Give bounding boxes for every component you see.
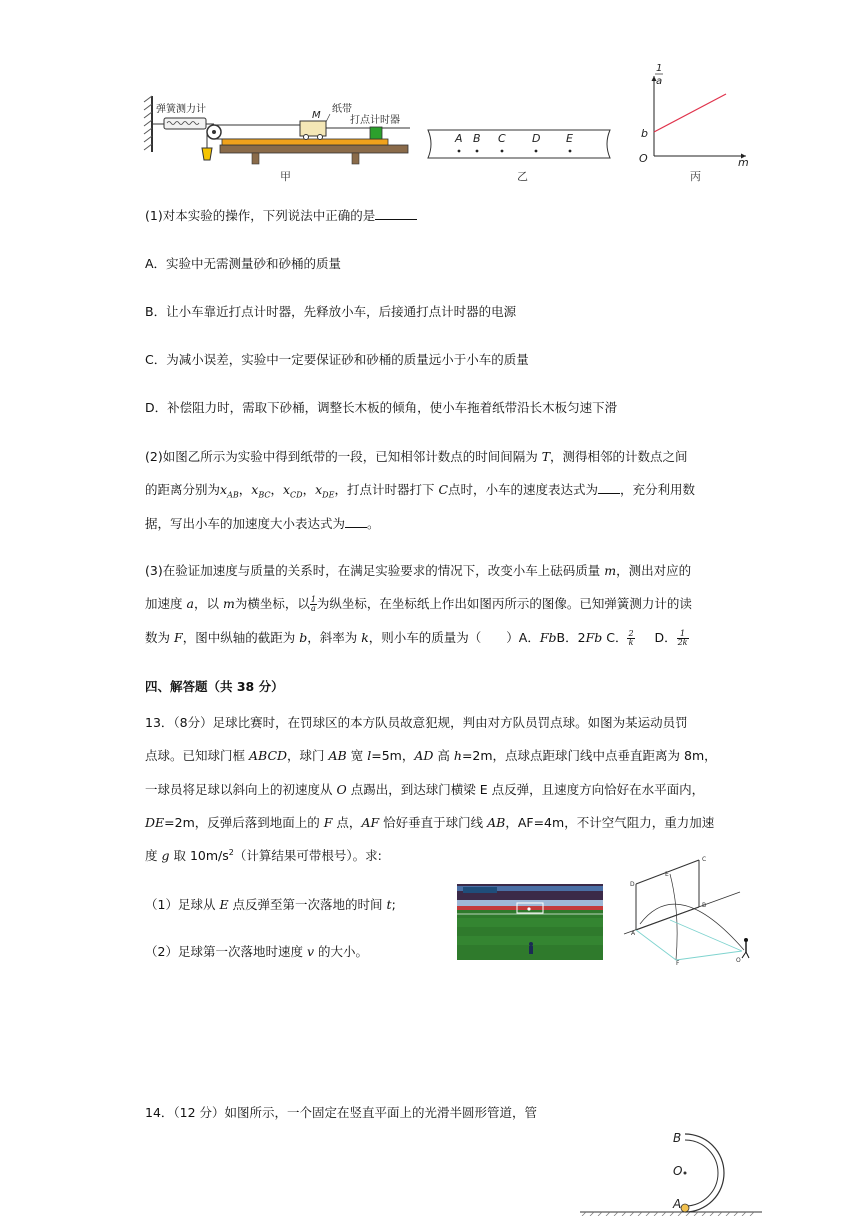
q13-sub1: （1）足球从 E 点反弹至第一次落地的时间 t; <box>145 897 396 912</box>
q1-option-d: D．补偿阻力时，需取下砂桶，调整长木板的倾角，使小车拖着纸带沿长木板匀速下滑 <box>145 400 618 415</box>
semicircle-pipe-diagram <box>572 1126 772 1216</box>
svg-text:F: F <box>676 960 680 967</box>
figure-bing <box>630 60 755 185</box>
pipe-label-O: O <box>673 1164 683 1178</box>
section-title: 四、解答题（共 38 分） <box>145 679 284 694</box>
svg-text:E: E <box>665 871 669 878</box>
tape-point-B: B <box>473 132 481 145</box>
intercept-label: b <box>641 127 648 140</box>
y-axis-num: 1 <box>656 63 663 74</box>
label-M: M <box>312 110 321 121</box>
q14-line1: 14．（12 分）如图所示，一个固定在竖直平面上的光滑半圆形管道，管 <box>145 1105 538 1120</box>
q1-option-c: C．为减小误差，实验中一定要保证砂和砂桶的质量远小于小车的质量 <box>145 352 529 367</box>
q13-line4: DE=2m，反弹后落到地面上的 F 点，AF 恰好垂直于球门线 AB，AF=4m，不计空气阻力，重力加速 <box>145 815 715 830</box>
q13-sub2: （2）足球第一次落地时速度 v 的大小。 <box>145 944 369 959</box>
label-tape: 纸带 <box>332 104 352 115</box>
football-photo <box>457 884 603 960</box>
q3-line1: (3)在验证加速度与质量的关系时，在满足实验要求的情况下，改变小车上砝码质量 m，测出对应的 <box>145 563 692 578</box>
tape-point-A: A <box>455 132 463 145</box>
caption-bing: 丙 <box>690 170 701 183</box>
caption-jia: 甲 <box>280 170 291 183</box>
pipe-label-B: B <box>673 1131 682 1145</box>
svg-text:A: A <box>631 930 636 937</box>
tape-point-D: D <box>532 132 541 145</box>
tape-point-C: C <box>498 132 506 145</box>
pipe-label-A: A <box>673 1197 682 1211</box>
svg-text:C: C <box>702 856 707 863</box>
q13-line3: 一球员将足球以斜向上的初速度从 O 点踢出，到达球门横梁 E 点反弹，且速度方向恰好在水平面内， <box>145 782 705 797</box>
svg-text:B: B <box>702 902 707 909</box>
goal-diagram <box>620 852 755 967</box>
q13-line1: 13．（8分）足球比赛时，在罚球区的本方队员故意犯规，判由对方队员罚点球。如图为某运动员罚 <box>145 715 688 730</box>
tape-point-E: E <box>566 132 573 145</box>
q2-line1: (2)如图乙所示为实验中得到纸带的一段，已知相邻计数点的时间间隔为 T，测得相邻的计数点之间 <box>145 449 688 464</box>
label-timer: 打点计时器 <box>350 115 400 126</box>
q2-line3: 据，写出小车的加速度大小表达式为 。 <box>145 516 380 531</box>
svg-text:O: O <box>736 957 741 964</box>
origin-label: O <box>639 152 648 165</box>
q3-line2: 加速度 a，以 m为横坐标，以 $\frac{1}{a}$ 为纵坐标，在坐标纸上作出如图丙所示的图像。已知弹簧测力计的读 <box>145 595 692 613</box>
caption-yi: 乙 <box>517 170 528 183</box>
q13-line2: 点球。已知球门框 ABCD，球门 AB 宽 l=5m，AD 高 h=2m，点球点距球门线中点垂直距离为 8m， <box>145 748 717 763</box>
svg-text:D: D <box>630 881 635 888</box>
q1-option-b: B．让小车靠近打点计时器，先释放小车，后接通打点计时器的电源 <box>145 304 517 319</box>
q3-line3: 数为 F，图中纵轴的截距为 b，斜率为 k，则小车的质量为（ ）A．FbB．2Fb C． $\frac{2}{k}$ D． $\frac{1}{2k}$ <box>145 629 688 647</box>
q13-line5: 度 g 取 $10m/s^2$（计算结果可带根号）。求: <box>145 847 382 863</box>
q1-option-a: A．实验中无需测量砂和砂桶的质量 <box>145 256 342 271</box>
q2-line2: 的距离分别为$x_{AB}$，$x_{BC}$，$x_{CD}$，$x_{DE}$，打点计时器打下 C点时，小车的速度表达式为 ，充分利用数 <box>145 482 696 500</box>
q1-prompt: (1)对本实验的操作，下列说法中正确的是 <box>145 206 417 224</box>
plot-line <box>654 94 726 132</box>
figure-yi <box>424 124 614 164</box>
y-axis-den: a <box>656 76 663 87</box>
label-spring-scale: 弹簧测力计 <box>156 104 206 115</box>
figure-jia <box>140 90 415 185</box>
x-axis-label: m <box>738 156 749 169</box>
